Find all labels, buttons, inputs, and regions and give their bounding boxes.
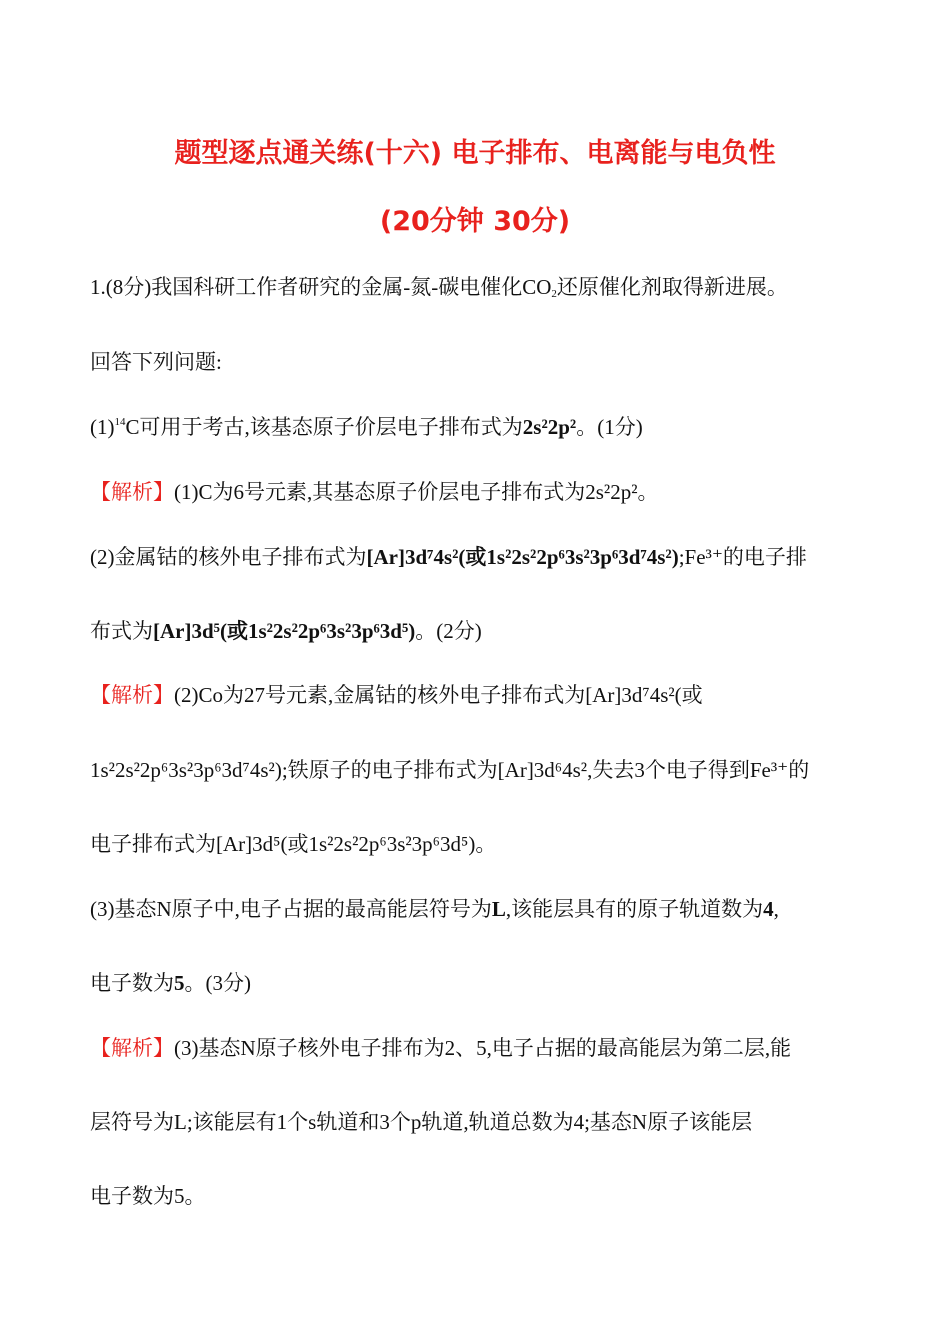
part-2-question-line2: 布式为[Ar]3d⁵(或1s²2s²2p⁶3s²3p⁶3d⁵)。(2分) xyxy=(90,619,482,643)
answer-fill: 4 xyxy=(763,897,774,921)
part-3-analysis-line1: 【解析】(3)基态N原子核外电子排布为2、5,电子占据的最高能层为第二层,能 xyxy=(90,1036,792,1060)
answer-fill: 5 xyxy=(174,971,185,995)
part-1-question: $(1)^{14}C$可用于考古,该基态原子价层电子排布式为2s²2p²。(1分) xyxy=(90,415,643,439)
analysis-tag: 【解析】 xyxy=(90,1036,174,1060)
answer-fill: L xyxy=(491,897,506,921)
analysis-tag: 【解析】 xyxy=(90,480,174,504)
part-2-analysis-line1: 【解析】(2)Co为27号元素,金属钴的核外电子排布式为[Ar]3d⁷4s²(或 xyxy=(90,683,703,707)
page-title: 题型逐点通关练(十六) 电子排布、电离能与电负性 xyxy=(174,138,776,169)
answer-prompt: 回答下列问题: xyxy=(90,350,222,374)
answer-fill: [Ar]3d⁷4s²(或1s²2s²2p⁶3s²3p⁶3d⁷4s²) xyxy=(366,545,679,569)
answer-fill: 2s²2p² xyxy=(522,415,577,439)
part-3-question-line2: 电子数为5。(3分) xyxy=(90,971,251,995)
part-3-analysis-line3: 电子数为5。 xyxy=(90,1184,206,1208)
part-2-analysis-line3: 电子排布式为[Ar]3d⁵(或1s²2s²2p⁶3s²3p⁶3d⁵)。 xyxy=(90,832,497,856)
part-3-question-line1: (3)基态N原子中,电子占据的最高能层符号为L,该能层具有的原子轨道数为4, xyxy=(90,897,779,921)
part-3-analysis-line2: 层符号为L;该能层有1个s轨道和3个p轨道,轨道总数为4;基态N原子该能层 xyxy=(90,1110,753,1134)
part-2-analysis-line2: 1s²2s²2p⁶3s²3p⁶3d⁷4s²);铁原子的电子排布式为[Ar]3d⁶4s²,失去3个电子得到Fe³⁺的 xyxy=(90,758,810,782)
answer-fill: [Ar]3d⁵(或1s²2s²2p⁶3s²3p⁶3d⁵) xyxy=(153,619,416,643)
question-1-intro: 1.(8分)我国科研工作者研究的金属-氮-碳电催化$CO_2$还原催化剂取得新进展。 xyxy=(90,275,788,300)
time-limit: (20分钟 30分) xyxy=(379,206,571,237)
part-2-question-line1: (2)金属钴的核外电子排布式为[Ar]3d⁷4s²(或1s²2s²2p⁶3s²3p⁶3d⁷4s²);Fe³⁺的电子排 xyxy=(90,545,807,569)
part-1-analysis: 【解析】(1)C为6号元素,其基态原子价层电子排布式为2s²2p²。 xyxy=(90,480,659,504)
analysis-tag: 【解析】 xyxy=(90,683,174,707)
